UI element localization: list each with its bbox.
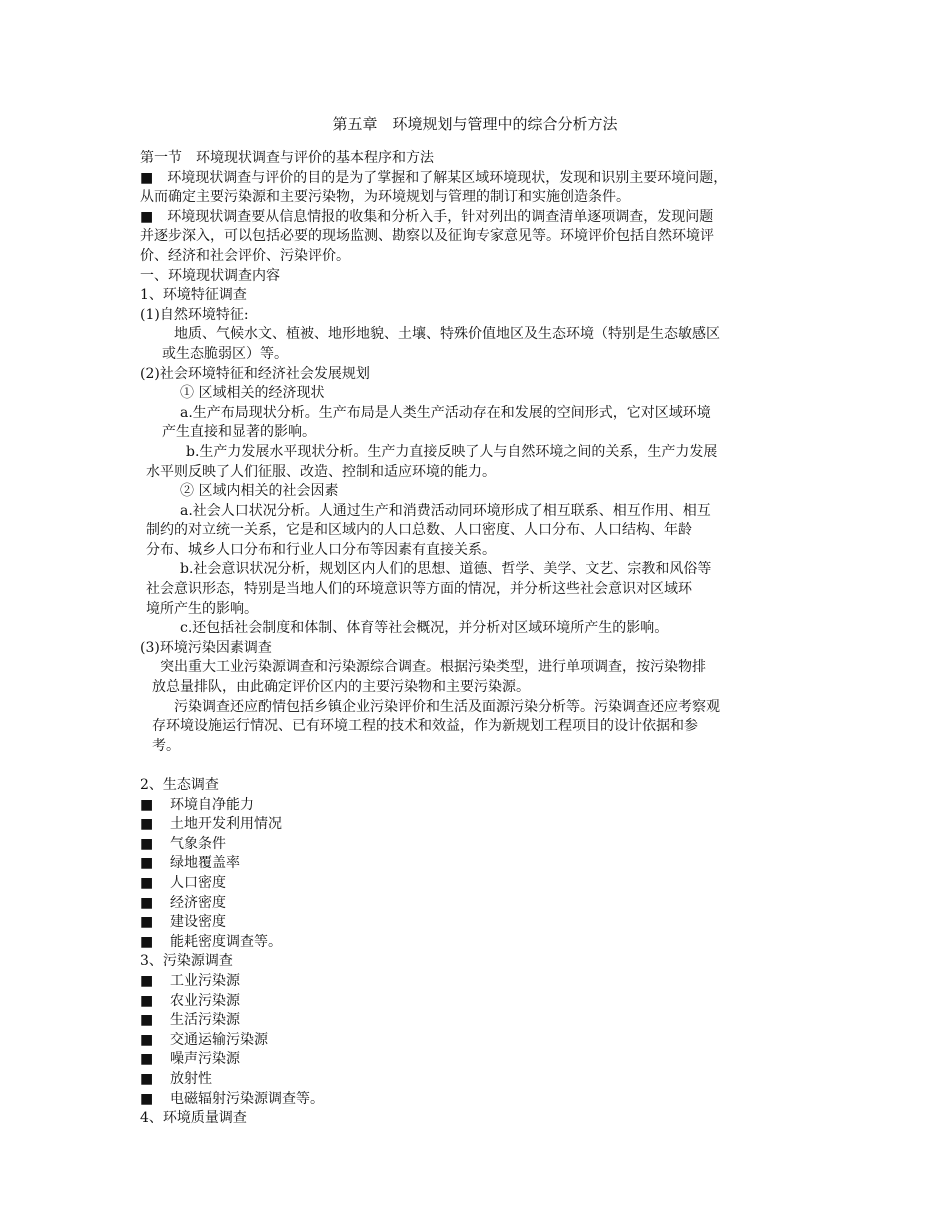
list-item: [140, 854, 830, 874]
bullet-icon: ■: [140, 1051, 154, 1068]
list-item: [140, 1090, 830, 1110]
bullet-icon: ■: [140, 1090, 154, 1107]
list-item-text: 绿地覆盖率: [170, 855, 240, 872]
list-item: [140, 1011, 830, 1031]
list-item-text: 农业污染源: [170, 992, 240, 1009]
paragraph-line: ■ 环境现状调查与评价的目的是为了掌握和了解某区域环境现状，发现和识别主要环境问题，: [140, 169, 728, 186]
paragraph-line: 制约的对立统一关系，它是和区域内的人口总数、人口密度、人口分布、人口结构、年龄: [146, 522, 692, 539]
blank-line: [140, 756, 830, 776]
bullet-icon: ■: [140, 933, 154, 950]
paragraph-line: 放总量排队，由此确定评价区内的主要污染物和主要污染源。: [152, 679, 530, 696]
list-item-text: 电磁辐射污染源调查等。: [170, 1090, 324, 1107]
list-item: [140, 894, 830, 914]
list-item-text: 噪声污染源: [170, 1051, 240, 1068]
subsection-heading: 3、污染源调查: [140, 953, 233, 970]
list-item-text: 能耗密度调查等。: [170, 933, 282, 950]
chapter-title: 第五章 环境规划与管理中的综合分析方法: [332, 115, 618, 133]
paragraph-line: ■ 环境现状调查要从信息情报的收集和分析入手，针对列出的调查清单逐项调查，发现问题: [140, 208, 714, 225]
subsection-heading: 4、环境质量调查: [140, 1110, 247, 1127]
bullet-icon: ■: [140, 796, 154, 813]
list-item-text: 环境自净能力: [170, 796, 254, 813]
list-item: [140, 972, 830, 992]
paragraph-line: 存环境设施运行情况、已有环境工程的技术和效益，作为新规划工程项目的设计依据和参: [152, 718, 698, 735]
paragraph-line: 社会意识形态，特别是当地人们的环境意识等方面的情况，并分析这些社会意识对区域环: [146, 581, 692, 598]
paragraph-line: 分布、城乡人口分布和行业人口分布等因素有直接关系。: [146, 541, 496, 558]
list-item: [140, 815, 830, 835]
list-item-text: 经济密度: [170, 894, 226, 911]
part-heading: 一、环境现状调查内容: [140, 267, 280, 284]
list-item: [140, 835, 830, 855]
paragraph-line: b.社会意识状况分析，规划区内人们的思想、道德、哲学、美学、文艺、宗教和风俗等: [180, 561, 712, 578]
list-item-text: 工业污染源: [170, 972, 240, 989]
paragraph-line: b.生产力发展水平现状分析。生产力直接反映了人与自然环境之间的关系，生产力发展: [186, 443, 718, 460]
section-heading: 第一节 环境现状调查与评价的基本程序和方法: [140, 150, 434, 166]
list-item: [140, 1070, 830, 1090]
bullet-icon: ■: [140, 1070, 154, 1087]
subitem-heading: ① 区域相关的经济现状: [180, 385, 325, 402]
bullet-icon: ■: [140, 1031, 154, 1048]
item-heading: (2)社会环境特征和经济社会发展规划: [140, 365, 370, 382]
paragraph-line: 或生态脆弱区）等。: [162, 345, 288, 362]
list-item: [140, 913, 830, 933]
item-heading: (3)环境污染因素调查: [140, 639, 272, 656]
list-item-text: 放射性: [170, 1070, 212, 1087]
bullet-icon: ■: [140, 914, 154, 931]
list-item-text: 生活污染源: [170, 1012, 240, 1029]
subsection-heading: 2、生态调查: [140, 777, 219, 793]
paragraph-line: 价、经济和社会评价、污染评价。: [140, 247, 350, 264]
list-item: [140, 992, 830, 1012]
list-item-text: 交通运输污染源: [170, 1031, 268, 1048]
paragraph-line: 产生直接和显著的影响。: [162, 424, 316, 441]
paragraph-line: a.生产布局现状分析。生产布局是人类生产活动存在和发展的空间形式，它对区域环境: [180, 404, 711, 421]
document-body: [140, 149, 830, 1129]
paragraph-line: 从而确定主要污染源和主要污染物，为环境规划与管理的制订和实施创造条件。: [140, 189, 630, 206]
list-item: [140, 1031, 830, 1051]
paragraph-line: a.社会人口状况分析。人通过生产和消费活动同环境形成了相互联系、相互作用、相互: [180, 502, 711, 519]
bullet-icon: ■: [140, 816, 154, 833]
paragraph-line: c.还包括社会制度和体制、体育等社会概况，并分析对区域环境所产生的影响。: [180, 620, 669, 637]
paragraph-line: 污染调查还应酌情包括乡镇企业污染评价和生活及面源污染分析等。污染调查还应考察观: [174, 698, 720, 715]
paragraph-line: 并逐步深入，可以包括必要的现场监测、勘察以及征询专家意见等。环境评价包括自然环境评: [140, 228, 714, 245]
bullet-icon: ■: [140, 972, 154, 989]
paragraph-line: 突出重大工业污染源调查和污染源综合调查。根据污染类型，进行单项调查，按污染物排: [160, 659, 706, 676]
subitem-heading: ② 区域内相关的社会因素: [180, 483, 339, 500]
paragraph-line: 境所产生的影响。: [146, 600, 258, 617]
item-heading: (1)自然环境特征:: [140, 306, 249, 323]
list-item: [140, 874, 830, 894]
list-item-text: 建设密度: [170, 914, 226, 931]
bullet-icon: ■: [140, 874, 154, 891]
paragraph-line: 水平则反映了人们征服、改造、控制和适应环境的能力。: [146, 463, 496, 480]
paragraph-line: 考。: [152, 737, 180, 754]
list-item-text: 土地开发利用情况: [170, 816, 282, 833]
list-item-text: 气象条件: [170, 835, 226, 852]
list-item-text: 人口密度: [170, 874, 226, 891]
bullet-icon: ■: [140, 992, 154, 1009]
bullet-icon: ■: [140, 855, 154, 872]
bullet-icon: ■: [140, 894, 154, 911]
paragraph-line: 地质、气候水文、植被、地形地貌、土壤、特殊价值地区及生态环境（特别是生态敏感区: [174, 326, 720, 343]
bullet-icon: ■: [140, 1012, 154, 1029]
bullet-icon: ■: [140, 835, 154, 852]
subsection-heading: 1、环境特征调查: [140, 287, 247, 304]
list-item: [140, 1050, 830, 1070]
list-item: [140, 933, 830, 953]
list-item: [140, 796, 830, 816]
